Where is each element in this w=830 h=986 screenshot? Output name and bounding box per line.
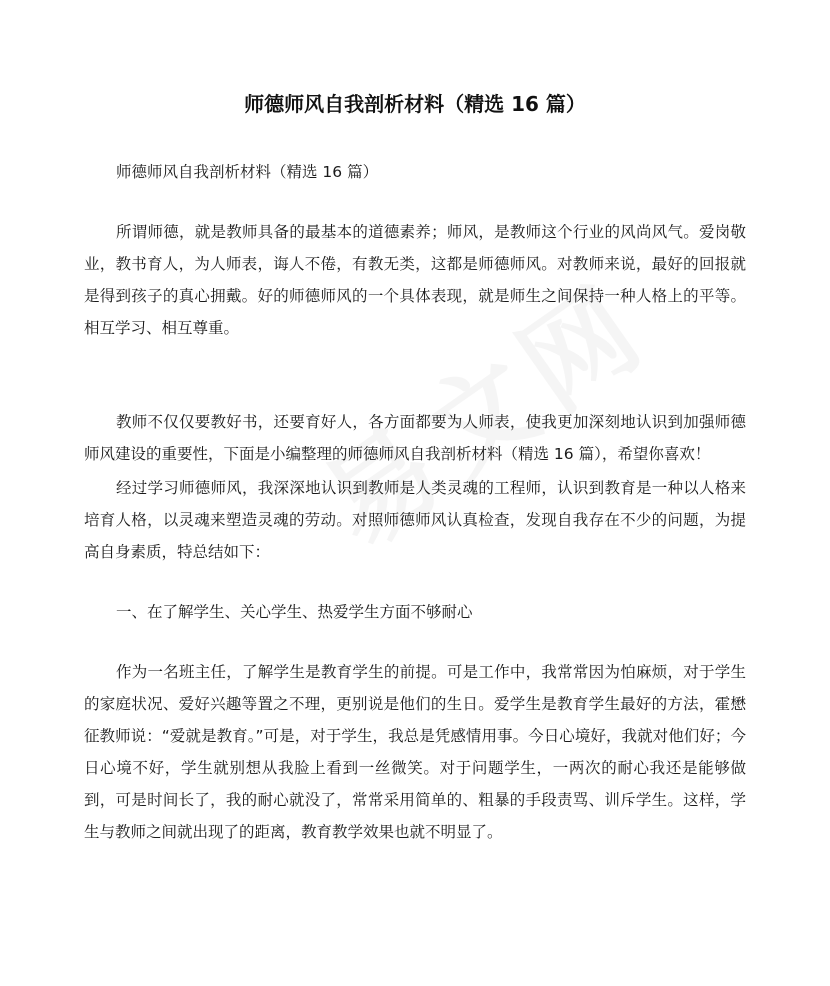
section-heading-1: 一、在了解学生、关心学生、热爱学生方面不够耐心 — [116, 603, 473, 621]
section-paragraph-1: 作为一名班主任，了解学生是教育学生的前提。可是工作中，我常常因为怕麻烦，对于学生的家庭状况、爱好兴趣等置之不理，更别说是他们的生日。爱学生是教育学生最好的方法，霍懋征教师说：“爱就是教育。”可是，对于学生，我总是凭感情用事。今日心境好，我就对他们好；今日心境不好，学生就别想从我脸上看到一丝微笑。对于问题学生，一两次的耐心我还是能够做到，可是时间长了，我的耐心就没了，常常采用简单的、粗暴的手段责骂、训斥学生。这样，学生与教师之间就出现了的距离，教育教学效果也就不明显了。 — [84, 663, 746, 841]
paragraph-purpose: 教师不仅仅要教好书，还要育好人，各方面都要为人师表，使我更加深刻地认识到加强师德师风建设的重要性，下面是小编整理的师德师风自我剖析材料（精选 16 篇），希望你喜欢！ — [84, 413, 746, 463]
document-subtitle: 师德师风自我剖析材料（精选 16 篇） — [116, 163, 379, 181]
paragraph-intro: 所谓师德，就是教师具备的最基本的道德素养；师风，是教师这个行业的风尚风气。爱岗敬业，教书育人，为人师表，诲人不倦，有教无类，这都是师德师风。对教师来说，最好的回报就是得到孩子的真心拥戴。好的师德师风的一个具体表现，就是师生之间保持一种人格上的平等。相互学习、相互尊重。 — [84, 223, 746, 337]
paragraph-reflection: 经过学习师德师风，我深深地认识到教师是人类灵魂的工程师，认识到教育是一种以人格来培育人格，以灵魂来塑造灵魂的劳动。对照师德师风认真检查，发现自我存在不少的问题，为提高自身素质，特总结如下： — [84, 479, 746, 561]
document-title: 师德师风自我剖析材料（精选 16 篇） — [244, 92, 586, 116]
